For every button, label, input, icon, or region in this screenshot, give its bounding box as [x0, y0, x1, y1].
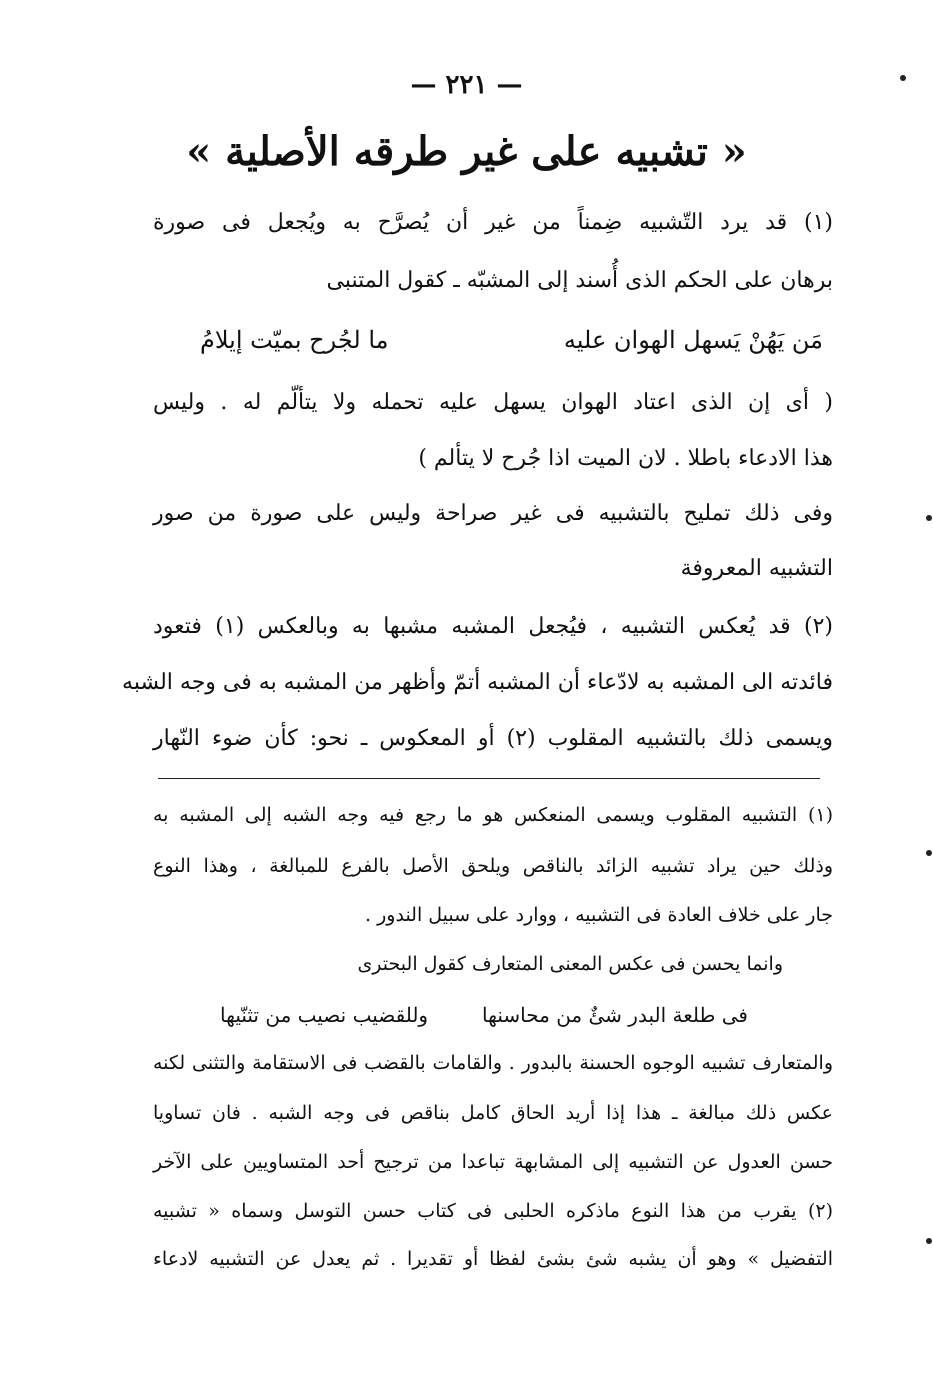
footnote-line: (١) التشبيه المقلوب ويسمى المنعكس هو ما رجع فيه وجه الشبه إلى المشبه به	[153, 804, 833, 826]
footnote-line: جار على خلاف العادة فى التشبيه ، ووارد على سبيل الندور .	[365, 904, 833, 926]
body-line: فائدته الى المشبه به لادّعاء أن المشبه أتمّ وأظهر من المشبه به فى وجه الشبه	[122, 670, 833, 695]
verse-hemistich-second: ما لجُرح بميّت إيلامُ	[200, 326, 389, 354]
footnote-line: عكس ذلك مبالغة ـ هذا إذا أريد الحاق كامل بناقص فى وجه الشبه . فان تساويا	[153, 1102, 833, 1124]
scan-speck	[900, 75, 906, 81]
footnote-line: وانما يحسن فى عكس المعنى المتعارف كقول البحترى	[357, 953, 783, 975]
footnote-line: وذلك حين يراد تشبيه الزائد بالناقص ويلحق الأصل بالفرع للمبالغة ، وهذا النوع	[153, 855, 833, 877]
verse-hemistich-first: مَن يَهُنْ يَسهل الهوان عليه	[563, 326, 823, 354]
footnote-line: حسن العدول عن التشبيه إلى المشابهة تباعدا من ترجيح أحد المتساويين على الآخر	[153, 1151, 833, 1173]
body-line: ويسمى ذلك بالتشبيه المقلوب (٢) أو المعكوس ـ نحو: كأن ضوء النّهار	[153, 726, 833, 751]
body-line: (٢) قد يُعكس التشبيه ، فيُجعل المشبه مشبها به وبالعكس (١) فتعود	[153, 614, 833, 639]
body-line: ( أى إن الذى اعتاد الهوان يسهل عليه تحمله ولا يتألّم له . وليس	[153, 390, 833, 415]
footnote-verse-first: فى طلعة البدر شئٌ من محاسنها	[482, 1003, 748, 1027]
scan-speck	[926, 1238, 932, 1244]
footnote-line: التفضيل » وهو أن يشبه شئ بشئ لفظا أو تقديرا . ثم يعدل عن التشبيه لادعاء	[153, 1248, 833, 1270]
footnote-separator	[158, 778, 820, 779]
body-line: هذا الادعاء باطلا . لان الميت اذا جُرح لا يتألم )	[418, 446, 833, 471]
body-line: التشبيه المعروفة	[680, 556, 833, 581]
footnote-line: (٢) يقرب من هذا النوع ماذكره الحلبى فى كتاب حسن التوسل وسماه « تشبيه	[153, 1200, 833, 1222]
footnote-line: والمتعارف تشبيه الوجوه الحسنة بالبدور . والقامات بالقضب فى الاستقامة والتثنى لكنه	[153, 1052, 833, 1074]
scan-speck	[926, 515, 932, 521]
section-title: « تشبيه على غير طرقه الأصلية »	[186, 128, 747, 175]
body-line: برهان على الحكم الذى أُسند إلى المشبّه ـ كقول المتنبى	[326, 268, 833, 293]
footnote-verse-second: وللقضيب نصيب من تثنّيها	[220, 1003, 429, 1027]
body-line: وفى ذلك تمليح بالتشبيه فى غير صراحة وليس على صورة من صور	[153, 501, 833, 526]
scan-speck	[926, 850, 932, 856]
body-line: (١) قد يرد التّشبيه ضِمناً من غير أن يُصرَّح به ويُجعل فى صورة	[153, 210, 833, 235]
page-number: — ٢٢١ —	[410, 70, 523, 100]
